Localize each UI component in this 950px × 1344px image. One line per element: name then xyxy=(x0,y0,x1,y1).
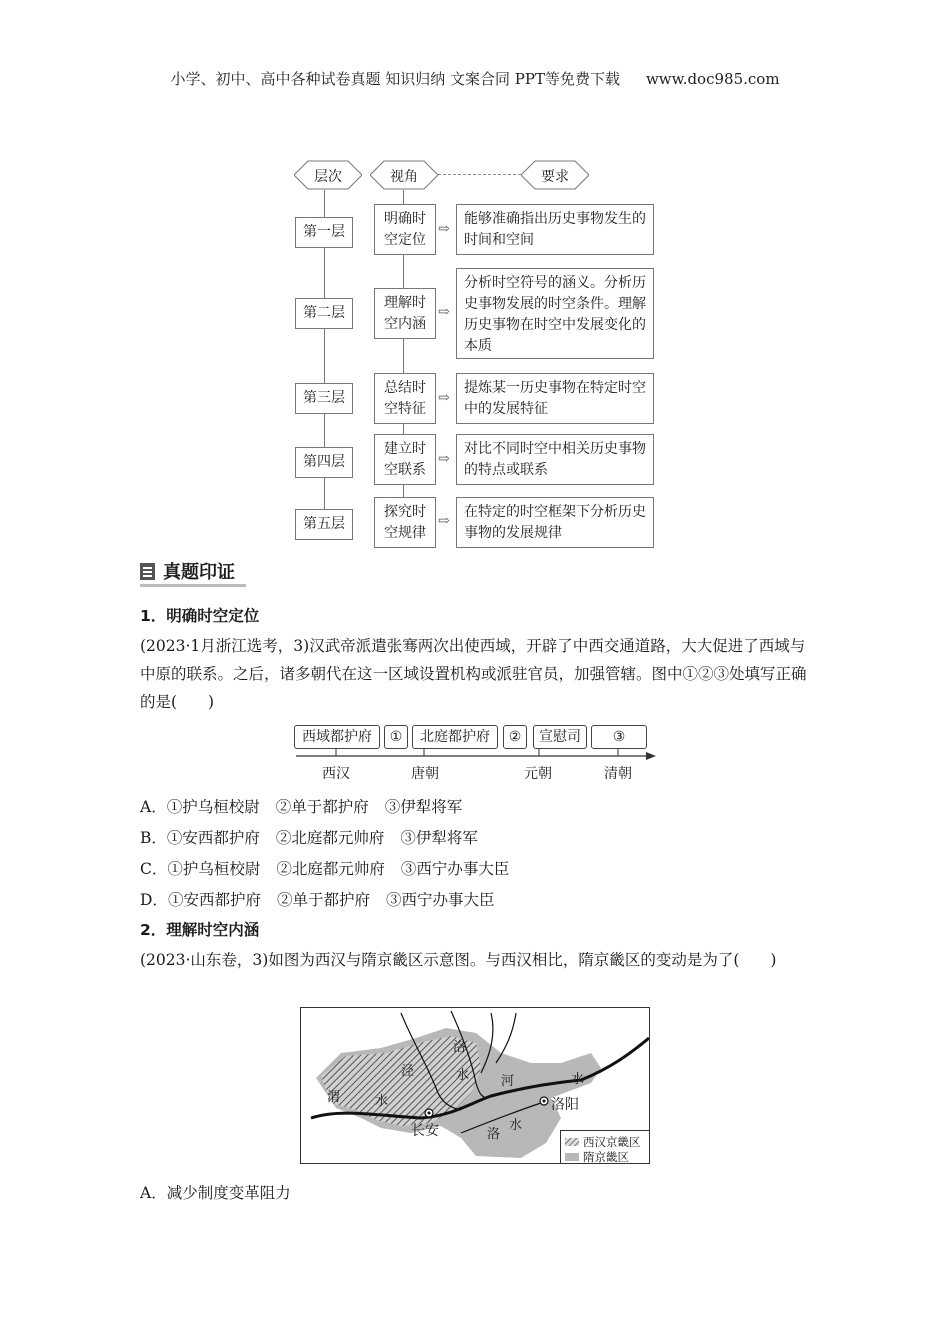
layer-label: 第一层 xyxy=(303,224,345,240)
question-1-heading: 1．明确时空定位 xyxy=(140,607,260,625)
requirement-box-5 xyxy=(456,497,654,548)
map-label-shui-4: 水 xyxy=(509,1118,523,1133)
view-label: 总结时空特征 xyxy=(384,379,426,417)
map-label-luo-north: 洛 xyxy=(453,1040,467,1055)
timeline-box-blank-1: ① xyxy=(384,725,408,749)
option-item: ③西宁办事大臣 xyxy=(400,860,510,878)
requirement-box-3 xyxy=(456,373,654,424)
option-b[interactable] xyxy=(140,826,478,848)
option-label: B． xyxy=(140,829,167,847)
requirement-box-2 xyxy=(456,268,654,359)
legend-label: 隋京畿区 xyxy=(583,1150,629,1164)
map-label-luo-south: 洛 xyxy=(487,1127,501,1142)
layer-box-4 xyxy=(295,447,353,478)
changan-city-dot xyxy=(428,1112,431,1115)
section-underline xyxy=(140,584,246,587)
arrow-icon: ⇨ xyxy=(438,513,450,529)
option-a[interactable] xyxy=(140,795,462,817)
option-item: ③西宁办事大臣 xyxy=(385,891,495,909)
option-label: C． xyxy=(140,860,168,878)
view-label: 理解时空内涵 xyxy=(384,294,426,332)
question-1-stem: (2023·1月浙江选考，3)汉武帝派遣张骞两次出使西域，开辟了中西交通道路，大大促进了西域与中原的联系。之后，诸多朝代在这一区域设置机构或派驻官员，加强管辖。图中①②③处填写正确的是( ) xyxy=(140,637,807,711)
map-label-he: 河 xyxy=(501,1074,515,1089)
map-label-jing: 泾 xyxy=(401,1064,415,1079)
header-text: 小学、初中、高中各种试卷真题 知识归纳 文案合同 PPT等免费下载 xyxy=(170,70,620,88)
arrow-icon: ⇨ xyxy=(438,390,450,406)
header-label-view: 视角 xyxy=(390,169,418,185)
header-site: www.doc985.com xyxy=(645,70,780,88)
layer-label: 第四层 xyxy=(303,454,345,470)
map-label-wei: 渭 xyxy=(327,1090,341,1105)
timeline-box-beiting: 北庭都护府 xyxy=(412,725,498,749)
layer-box-3 xyxy=(295,383,353,414)
option-item: ①护乌桓校尉 xyxy=(166,798,260,816)
luoyang-city-dot xyxy=(543,1100,546,1103)
view-box-4 xyxy=(374,434,436,485)
view-label: 建立时空联系 xyxy=(384,440,426,478)
section-title-text: 真题印证 xyxy=(163,562,235,583)
option-item: ①安西都护府 xyxy=(167,891,261,909)
question-2-stem: (2023·山东卷，3)如图为西汉与隋京畿区示意图。与西汉相比，隋京畿区的变动是为了( ) xyxy=(140,951,777,969)
legend-hatch-swatch xyxy=(565,1138,579,1146)
option-item: ①护乌桓校尉 xyxy=(167,860,261,878)
option-item: ②北庭都元帅府 xyxy=(275,829,385,847)
requirement-text: 提炼某一历史事物在特定时空中的发展特征 xyxy=(464,380,646,417)
layer-label: 第三层 xyxy=(303,390,345,406)
arrow-icon: ⇨ xyxy=(438,451,450,467)
document-icon xyxy=(140,563,155,580)
era-label-qing: 清朝 xyxy=(604,766,632,782)
requirement-text: 在特定的时空框架下分析历史事物的发展规律 xyxy=(464,504,646,541)
header-diamond-requirement xyxy=(521,160,589,190)
requirement-box-1 xyxy=(456,204,654,255)
option-item: ③伊犁将军 xyxy=(384,798,463,816)
requirement-box-4 xyxy=(456,434,654,485)
header-label-level: 层次 xyxy=(314,169,342,185)
layer-label: 第二层 xyxy=(303,305,345,321)
view-label: 明确时空定位 xyxy=(384,210,426,248)
legend-item-xihan xyxy=(565,1134,641,1150)
timeline-box-blank-3: ③ xyxy=(591,725,647,749)
legend-gray-swatch xyxy=(565,1153,579,1161)
timeline-box-blank-2: ② xyxy=(503,725,527,749)
option-item: ②北庭都元帅府 xyxy=(276,860,385,878)
map-label-luoyang: 洛阳 xyxy=(551,1097,579,1113)
view-box-3 xyxy=(374,373,436,424)
legend-item-sui xyxy=(565,1149,629,1165)
layer-box-5 xyxy=(295,509,353,540)
dashed-connector xyxy=(438,174,521,175)
option-item: ②单于都护府 xyxy=(276,891,370,909)
option-item: ②单于都护府 xyxy=(275,798,369,816)
view-label: 探究时空规律 xyxy=(384,503,426,541)
option-item: ③伊犁将军 xyxy=(400,829,478,847)
view-box-2 xyxy=(374,288,436,339)
timeline-box-xuanweisi: 宣慰司 xyxy=(533,725,587,749)
era-label-tang: 唐朝 xyxy=(411,766,439,782)
option-c[interactable] xyxy=(140,857,509,879)
arrow-icon: ⇨ xyxy=(438,221,450,237)
timeline-axis xyxy=(296,749,658,763)
map-label-shui-1: 水 xyxy=(375,1094,389,1109)
question-2-heading: 2．理解时空内涵 xyxy=(140,921,260,939)
requirement-text: 能够准确指出历史事物发生的时间和空间 xyxy=(464,211,646,248)
requirement-text: 对比不同时空中相关历史事物的特点或联系 xyxy=(464,441,646,478)
option-label: A． xyxy=(140,798,167,816)
map-legend xyxy=(560,1130,649,1163)
view-box-1 xyxy=(374,204,436,255)
layer-label: 第五层 xyxy=(303,516,345,532)
question-2-option-a[interactable]: A．减少制度变革阻力 xyxy=(140,1184,291,1202)
header-diamond-view xyxy=(370,160,438,190)
arrow-icon: ⇨ xyxy=(438,304,450,320)
section-title xyxy=(140,558,235,584)
map-label-shui-2: 水 xyxy=(456,1068,470,1083)
option-d[interactable] xyxy=(140,888,494,910)
header-label-requirement: 要求 xyxy=(541,169,569,185)
timeline-box-xiyu: 西域都护府 xyxy=(294,725,380,749)
layer-box-2 xyxy=(295,298,353,329)
layer-box-1 xyxy=(295,217,353,248)
option-item: ①安西都护府 xyxy=(166,829,260,847)
view-box-5 xyxy=(374,497,436,548)
legend-label: 西汉京畿区 xyxy=(583,1135,641,1149)
era-label-yuan: 元朝 xyxy=(524,766,552,782)
option-label: D． xyxy=(140,891,168,909)
map-label-changan: 长安 xyxy=(411,1123,439,1139)
map-label-shui-3: 水 xyxy=(571,1072,585,1087)
page-header xyxy=(0,68,950,89)
header-diamond-level xyxy=(294,160,362,190)
era-label-xihan: 西汉 xyxy=(322,766,350,782)
requirement-text: 分析时空符号的涵义。分析历史事物发展的时空条件。理解历史事物在时空中发展变化的本质 xyxy=(464,275,646,354)
